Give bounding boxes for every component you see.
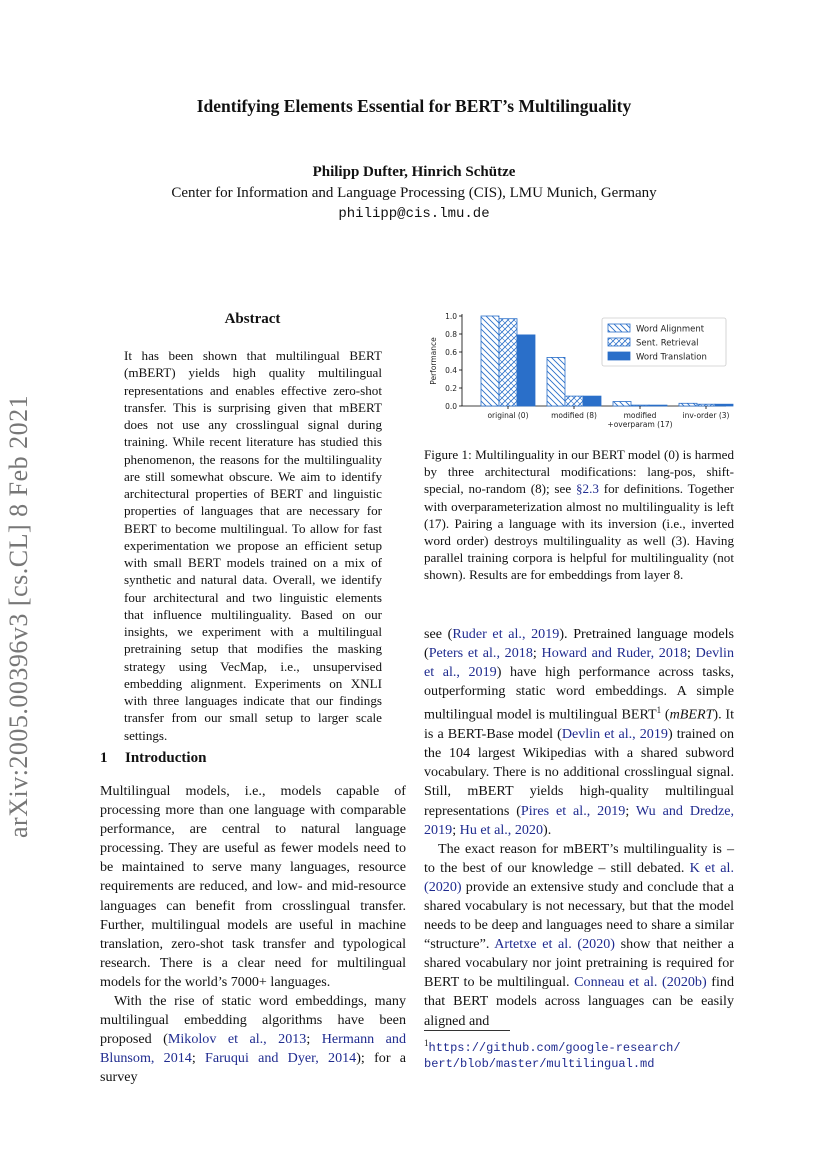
paper-title: Identifying Elements Essential for BERT’s Multilinguality (196, 96, 632, 116)
y-tick-label: 1.0 (445, 312, 457, 321)
legend-label: Word Translation (636, 352, 707, 363)
text-run: ). Pretrained language models ( (424, 626, 734, 662)
bar-backslash (547, 357, 565, 406)
text-run: ; (625, 802, 636, 819)
x-tick-label: inv-order (3) (682, 411, 730, 420)
footnote-url-line-1[interactable]: https://github.com/google-research/ (428, 1041, 681, 1055)
bar-cross (631, 405, 649, 406)
right-paragraph-2 (424, 840, 734, 1031)
abstract-text: It has been shown that multilingual BERT (mBERT) yields high quality multilingual representations and enables effective zero-shot transfer. This is surprising given that mBERT does not use any crosslingual signal during training. While recent literature has studied this phenomenon, the reasons for the multilinguality are still somewhat obscure. We aim to identify architectural properties of BERT and linguistic properties of languages that are necessary for BERT to become multilingual. To allow for fast experimentation we propose an efficient setup with small BERT models trained on a mix of synthetic and natural data. Overall, we identify four architectural and two linguistic elements that influence multilinguality. Based on our insights, we experiment with a multilingual pretraining setup that modifies the masking strategy using VecMap, i.e., unsupervised embedding alignment. Experiments on XNLI with three languages indicate that our findings transfer from our small setup to larger scale settings. (124, 348, 382, 743)
legend-label: Sent. Retrieval (636, 338, 699, 349)
intro-paragraph-1: Multilingual models, i.e., models capable of processing more than one language with comparable performance, are central to natural language processing. They are useful as fewer models need to be maintained to serve many languages, resource requirements are reduced, and low- and mid-resource languages can benefit from crosslingual transfer. Further, multilingual models are useful in machine translation, zero-shot task transfer and typological research. There is a clear need for multilingual models for the world’s 7000+ languages. (100, 783, 406, 990)
text-run: ; (306, 1031, 322, 1048)
section-heading-introduction (100, 750, 405, 767)
citation-link[interactable]: Ruder et al., 2019 (452, 626, 560, 642)
x-tick-label: modified (8) (551, 411, 597, 420)
affiliation: Center for Information and Language Processing (CIS), LMU Munich, Germany (171, 185, 657, 201)
right-column-body (424, 625, 734, 1031)
bar-cross (697, 404, 715, 406)
citation-link[interactable]: Artetxe et al. (2020) (494, 936, 615, 953)
citation-link[interactable]: Conneau et al. (2020b) (574, 974, 707, 991)
y-tick-label: 0.0 (445, 402, 457, 411)
citation-link[interactable]: Hu et al., 2020 (459, 821, 544, 838)
citation-link[interactable]: Devlin et al., 2019 (561, 726, 668, 743)
bar-solid (649, 405, 667, 406)
citation-link[interactable]: Faruqui and Dyer, 2014 (205, 1050, 357, 1067)
x-tick-label: original (0) (487, 411, 529, 420)
citation-link[interactable]: Wu and Dredze, 2019 (424, 802, 735, 838)
y-tick-label: 0.8 (445, 330, 457, 339)
text-run: ) trained on the 104 largest Wikipedias with a shared subword vocabulary. There is no additional crosslingual signal. Still, mBERT yields high-quality multilingual representations ( (424, 726, 734, 819)
bar-solid (517, 335, 535, 406)
footnote-1 (424, 1036, 734, 1072)
email[interactable]: philipp@cis.lmu.de (338, 206, 490, 222)
citation-link[interactable]: Hermann and Blunsom, 2014 (100, 1031, 407, 1067)
abstract-heading: Abstract (224, 311, 281, 327)
y-tick-label: 0.6 (445, 348, 457, 357)
footnote-rule (424, 1030, 510, 1031)
text-run: see ( (424, 626, 453, 642)
emphasis: mBERT (669, 707, 714, 724)
bar-solid (715, 404, 733, 406)
y-tick-label: 0.4 (445, 366, 457, 375)
text-run: provide an extensive study and conclude that a shared vocabulary is not necessary, but that the model needs to be deep and languages need to share a similar “structure”. (424, 878, 734, 953)
figure-1-caption (424, 446, 734, 584)
section-ref-link[interactable]: §2.3 (575, 481, 599, 497)
bar-cross (499, 319, 517, 406)
text-run: Figure 1: Multilinguality in our BERT model (0) is harmed by three architectural modifications: lang-pos, shift-special, no-random (8); see (424, 447, 734, 497)
section-number: 1 (100, 750, 108, 766)
authors: Philipp Dufter, Hinrich Schütze (312, 164, 516, 180)
text-run: ; (191, 1050, 206, 1067)
text-run: find that BERT models across languages can be easily aligned and (424, 974, 734, 1029)
text-run: The exact reason for mBERT’s multilinguality is – to the best of our knowledge – still debated. (424, 840, 734, 876)
citation-link[interactable]: Pires et al., 2019 (520, 802, 626, 819)
bar-cross (565, 396, 583, 406)
bar-backslash (481, 316, 499, 406)
text-run: With the rise of static word embeddings, many multilingual embedding algorithms have been proposed ( (100, 993, 406, 1048)
citation-link[interactable]: Devlin et al., 2019 (424, 645, 734, 681)
footnote-url-line-2[interactable]: bert/blob/master/multilingual.md (424, 1057, 655, 1071)
y-axis-label: Performance (429, 337, 438, 385)
legend-label: Word Alignment (636, 324, 705, 335)
section-title: Introduction (125, 750, 207, 766)
text-run: ; (452, 821, 460, 838)
citation-link[interactable]: Peters et al., 2018 (428, 645, 533, 662)
x-tick-label: modified (623, 411, 657, 420)
citation-link[interactable]: Mikolov et al., 2013 (167, 1031, 307, 1048)
text-run: ; (687, 645, 696, 662)
x-tick-label: +overparam (17) (607, 420, 673, 429)
legend-swatch (608, 338, 630, 346)
citation-link[interactable]: Howard and Ruder, 2018 (541, 645, 687, 662)
legend-swatch (608, 352, 630, 360)
y-tick-label: 0.2 (445, 384, 457, 393)
text-run: ). (543, 821, 552, 838)
text-run: ). It is a BERT-Base model ( (424, 707, 735, 743)
text-run: ); for a survey (100, 1050, 406, 1086)
text-run: ( (661, 707, 670, 724)
legend-swatch (608, 324, 630, 332)
right-paragraph-1 (424, 625, 734, 840)
text-run: for definitions. Together with overparameterization almost no multilinguality is left (17). Pairing a language with its inversion (i.e., inverted word order) destroys multilinguality as well (3). Having parallel training corpora is helpful for multilinguality (not shown). Results are for embeddings from layer 8. (424, 481, 734, 583)
intro-paragraph-2 (100, 992, 406, 1087)
text-run: ) have high performance across tasks, outperforming static word embeddings. A simple multilingual model is multilingual BERT (424, 664, 735, 724)
figure-1-bar-chart (424, 308, 734, 434)
footnote-mark: 1 (424, 1038, 429, 1048)
arxiv-stamp: arXiv:2005.00396v3 [cs.CL] 8 Feb 2021 (4, 394, 33, 838)
footnote-marker[interactable]: 1 (656, 705, 662, 716)
intro-body (100, 782, 406, 1088)
text-run: ; (532, 645, 542, 662)
bar-backslash (613, 402, 631, 407)
text-run: show that neither a shared vocabulary nor joint pretraining is required for BERT to be multilingual. (424, 936, 734, 991)
citation-link[interactable]: K et al. (2020) (424, 859, 734, 895)
bar-backslash (679, 403, 697, 406)
bar-solid (583, 396, 601, 406)
